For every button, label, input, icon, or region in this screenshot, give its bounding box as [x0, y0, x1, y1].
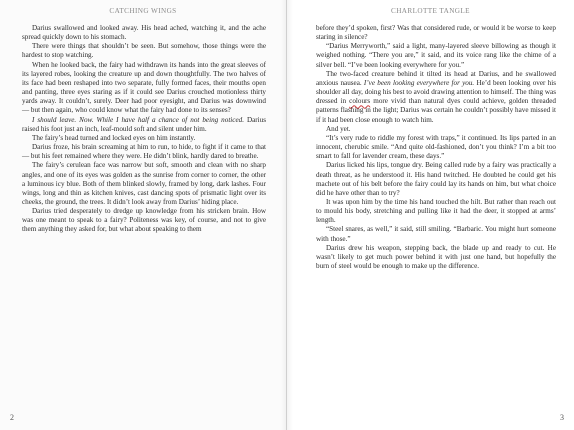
right-page-number: 3 — [560, 413, 564, 422]
left-page-number: 2 — [10, 413, 14, 422]
paragraph: before they’d spoken, first? Was that considered rude, or would it be worse to keep staring in silence? — [316, 24, 556, 42]
left-page-body — [22, 24, 266, 235]
right-page-header: CHARLOTTE TANGLE — [391, 7, 470, 15]
paragraph: “It’s very rude to riddle my forest with traps,” it continued. Its lips parted in an innocent, cherubic smile. “And quite old-fashioned, don’t you think? I’m a bit too smart to fall for lavender cream, these days.” — [316, 133, 556, 161]
paragraph: It was upon him by the time his hand touched the hilt. But rather than reach out to mould his body, stretching and pulling like it had the deer, it stopped at arms’ length. — [316, 197, 556, 225]
spellcheck-flagged-word[interactable]: colours — [349, 97, 371, 106]
paragraph: The fairy’s cerulean face was narrow but soft, smooth and clean with no sharp angles, and one of its eyes was golden as the sunrise from corner to corner, the other a luminous icy blue. Both of them blinked slowly, framed by long, dark lashes. Four wings, long and thin as kitchen knives, cast dancing spots of prismatic light over its cheeks, the ground, the trees. It didn’t look away from Darius’ hiding place. — [22, 161, 266, 206]
paragraph: “Steel snares, as well,” it said, still smiling. “Barbaric. You might hurt someone with those.” — [316, 225, 556, 243]
italic-phrase: I should leave. Now. While I have half a chance of not being noticed. — [32, 115, 244, 124]
right-page-body — [316, 24, 556, 271]
paragraph: When he looked back, the fairy had withdrawn its hands into the great sleeves of its layered robes, looking the creature up and down thoughtfully. The two halves of its face had been reshaped into two separate, fully formed faces, their mouths open and panting, three eyes staring as if it could see Darius crouched motionless thirty yards away. It couldn’t, surely. Deer had poor eyesight, and Darius was downwind — but then again, who could know what the fairy had done to its senses? — [22, 60, 266, 115]
paragraph: Darius drew his weapon, stepping back, the blade up and ready to cut. He wasn’t likely to get much power behind it with just one hand, but hopefully the burn of steel would be enough to make up the difference. — [316, 243, 556, 271]
paragraph: And yet. — [326, 124, 351, 133]
paragraph: Darius tried desperately to dredge up knowledge from his stricken brain. How was one meant to speak to a fairy? Politeness was key, of course, and not to give them anything they asked for, but what about speaking to them — [22, 207, 266, 234]
paragraph: There were things that shouldn’t be seen. But somehow, those things were the hardest to stop watching. — [22, 42, 266, 60]
paragraph-with-italic: The two-faced creature behind it tilted its head at Darius, and he swallowed anxious nausea. I’ve been looking everywhere for you. He’d been looking over his shoulder all day, doing his best to avoid drawing attention to himself. The thing was dressed in colours more vivid than natural dyes could achieve, golden threaded patterns flashing in the light; Darius was certain he couldn’t possibly have missed it if it had been close enough to watch him. — [316, 69, 557, 124]
italic-phrase: I’ve been looking everywhere for you. — [363, 78, 475, 87]
paragraph: “Darius Merryworth,” said a light, many-layered sleeve billowing as though it weighed nothing. “There you are,” it said, and its voice rang like the chime of a silver bell. “I’ve been looking everywhere for you.” — [316, 42, 556, 69]
paragraph: The fairy’s head turned and locked eyes on him instantly. — [32, 133, 196, 142]
paragraph: Darius swallowed and looked away. His head ached, watching it, and the ache spread quickly down to his stomach. — [22, 24, 266, 42]
paragraph: Darius licked his lips, tongue dry. Being called rude by a fairy was practically a death threat, as he understood it. His hand twitched. He doubted he could get his machete out of his belt before the fairy could lay its hands on him, but what choice did he have other than to try? — [316, 161, 556, 197]
paragraph: Darius froze, his brain screaming at him to run, to hide, to fight if it came to that — but his feet remained where they were. He didn’t blink, hardly dared to breathe. — [22, 143, 266, 161]
left-page-header: CATCHING WINGS — [109, 7, 177, 15]
right-page — [287, 0, 574, 430]
paragraph-with-italic: I should leave. Now. While I have half a chance of not being noticed. Darius raised his foot just an inch, leaf-mould soft and silent under him. — [22, 115, 266, 133]
